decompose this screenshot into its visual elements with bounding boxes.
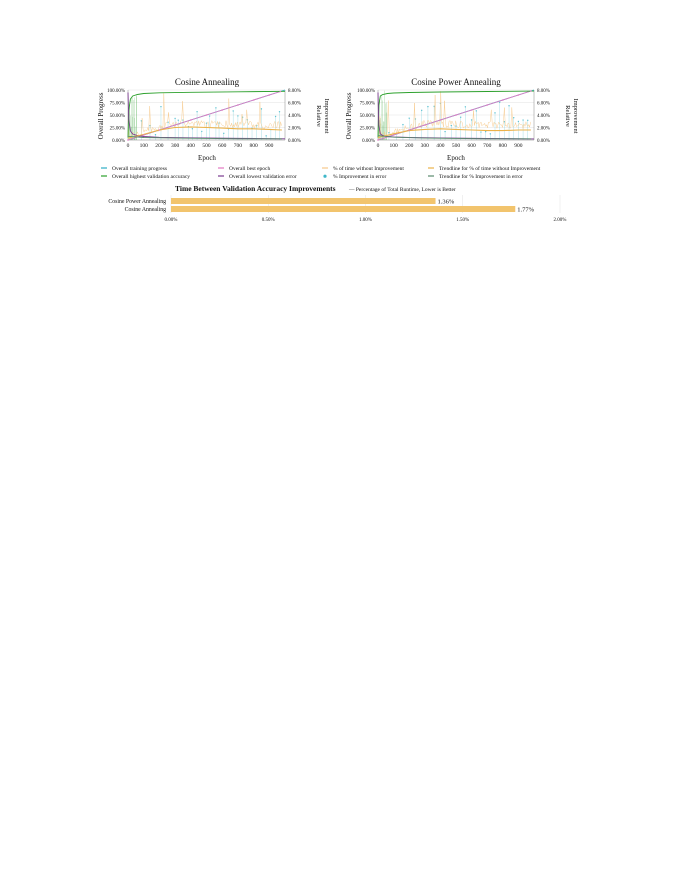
bar-area <box>108 195 566 223</box>
cosine-annealing-chart <box>97 77 330 162</box>
x-tick-label: 0 <box>376 143 380 149</box>
best-epoch-marker <box>377 139 379 141</box>
improvement-point <box>476 110 477 111</box>
x-tick-label: 300 <box>170 143 180 149</box>
legend-label: Trendline for % Improvement in error <box>439 174 523 180</box>
improvement-point <box>201 131 202 132</box>
improvement-point <box>460 117 461 118</box>
best-epoch-marker <box>174 124 176 126</box>
y2-axis-label-line1: Relative <box>315 105 322 127</box>
bar-x-tick-label: 2.00% <box>553 218 567 223</box>
best-epoch-marker <box>159 129 161 131</box>
best-epoch-marker <box>408 129 410 131</box>
y2-axis-label-line2: Improvement <box>323 98 330 134</box>
x-tick-label: 0 <box>126 143 130 149</box>
cosine-power-annealing-chart <box>345 77 579 162</box>
spike-layer <box>128 95 280 140</box>
improvement-point <box>494 112 495 113</box>
best-epoch-marker <box>269 94 271 96</box>
x-axis-label: Epoch <box>198 154 216 162</box>
improvement-point <box>522 119 523 120</box>
x-tick-label: 700 <box>233 143 243 149</box>
y2-tick-label: 4.00% <box>537 114 550 119</box>
improvement-point <box>490 133 491 134</box>
improvement-point <box>275 116 276 117</box>
x-tick-label: 600 <box>218 143 227 149</box>
y-tick-label: 75.00% <box>109 101 125 107</box>
y-tick-label: 50.00% <box>109 114 125 119</box>
bar-x-tick-label: 1.00% <box>359 218 372 223</box>
bar-value-label: 1.77% <box>517 206 535 214</box>
chart-title: Cosine Annealing <box>174 77 240 87</box>
y2-tick-label: 6.00% <box>288 101 301 107</box>
x-tick-label: 600 <box>467 143 476 149</box>
legend-label: Trendline for % of time without Improvement <box>439 166 541 172</box>
legend-marker <box>323 175 326 178</box>
bar-chart-subtitle: — Percentage of Total Runtime, Lower is Better <box>349 187 456 193</box>
best-epoch-marker <box>393 134 395 136</box>
improvement-point <box>480 131 481 132</box>
best-epoch-marker <box>455 114 457 116</box>
improvement-point <box>155 134 156 135</box>
improvement-point <box>215 107 216 108</box>
legend-item <box>101 174 190 180</box>
legend-item <box>323 174 386 180</box>
y2-tick-label: 0.00% <box>288 139 301 144</box>
x-tick-label: 400 <box>436 143 445 149</box>
y2-tick-label: 4.00% <box>288 114 301 119</box>
best-epoch-marker <box>518 94 520 96</box>
improvement-point <box>444 131 445 132</box>
improvement-point <box>527 120 528 121</box>
x-tick-label: 400 <box>186 143 195 149</box>
best-epoch-marker <box>143 134 145 136</box>
improvement-point <box>421 110 422 111</box>
improvement-point <box>232 110 233 111</box>
improvement-point <box>471 119 472 120</box>
bar-category-label: Cosine Power Annealing <box>108 199 166 205</box>
improvement-point <box>518 121 519 122</box>
improvement-point <box>174 118 175 119</box>
x-tick-label: 500 <box>451 143 461 149</box>
y-axis-label: Overall Progress <box>345 92 353 140</box>
improvement-point <box>402 124 403 125</box>
x-tick-label: 800 <box>498 143 507 149</box>
best-epoch-marker <box>206 114 208 116</box>
legend-item <box>101 166 167 172</box>
improvement-point <box>427 106 428 107</box>
best-epoch-marker <box>253 99 255 101</box>
plot-area <box>107 89 301 149</box>
x-tick-label: 300 <box>420 143 429 149</box>
x-tick-label: 700 <box>483 143 492 149</box>
improvement-point <box>192 128 193 129</box>
chart-title: Cosine Power Annealing <box>411 77 501 87</box>
legend-label: Overall best epoch <box>229 166 271 172</box>
best-epoch-marker <box>440 119 442 121</box>
best-epoch-marker <box>424 124 426 126</box>
y-tick-label: 0.00% <box>112 139 125 144</box>
x-tick-label: 900 <box>265 143 274 149</box>
best-epoch-marker <box>190 119 192 121</box>
bar-value-label: 1.36% <box>437 198 455 206</box>
bar-category-label: Cosine Annealing <box>124 207 166 213</box>
bar <box>171 198 436 204</box>
legend-label: Overall lowest validation error <box>229 174 297 180</box>
legend-item <box>218 166 270 172</box>
x-tick-label: 200 <box>155 143 164 149</box>
best-epoch-marker <box>237 104 239 106</box>
y-tick-label: 75.00% <box>359 101 375 107</box>
y-tick-label: 100.00% <box>357 89 375 94</box>
best-epoch-marker <box>221 109 223 111</box>
y-tick-label: 50.00% <box>359 114 375 119</box>
bar <box>171 206 515 212</box>
time-between-improvements-bar-chart <box>108 184 566 223</box>
improvement-point <box>508 105 509 106</box>
best-epoch-marker <box>471 109 473 111</box>
y-tick-label: 0.00% <box>362 139 375 144</box>
legend-label: % Improvement in error <box>333 174 387 180</box>
bar-x-tick-label: 0.00% <box>164 218 178 223</box>
improvement-point <box>178 119 179 120</box>
improvement-point <box>223 133 224 134</box>
y-tick-label: 100.00% <box>107 89 125 94</box>
improvement-point <box>160 106 161 107</box>
x-axis-label: Epoch <box>447 154 465 162</box>
legend <box>101 165 541 180</box>
y-axis-label: Overall Progress <box>97 92 105 140</box>
improvement-point <box>261 108 262 109</box>
y2-tick-label: 8.00% <box>288 89 301 94</box>
improvement-point <box>237 115 238 116</box>
x-tick-label: 900 <box>514 143 523 149</box>
bar-chart-title: Time Between Validation Accuracy Improvements <box>175 184 336 193</box>
y-tick-label: 25.00% <box>359 126 375 132</box>
legend-label: % of time without Improvement <box>333 166 404 172</box>
y2-tick-label: 2.00% <box>288 126 301 132</box>
best-epoch-marker <box>502 99 504 101</box>
legend-label: Overall highest validation accuracy <box>112 174 191 180</box>
x-tick-label: 200 <box>405 143 414 149</box>
best-epoch-marker <box>486 104 488 106</box>
y2-tick-label: 8.00% <box>537 89 550 94</box>
legend-item <box>322 165 404 172</box>
y2-tick-label: 0.00% <box>537 139 550 144</box>
bar-x-tick-label: 1.50% <box>456 218 470 223</box>
best-epoch-marker <box>127 139 129 141</box>
x-tick-label: 100 <box>389 143 398 149</box>
improvement-point <box>465 106 466 107</box>
improvement-point <box>499 102 500 103</box>
bar-x-tick-label: 0.50% <box>261 218 275 223</box>
improvement-point <box>265 135 266 136</box>
improvement-point <box>279 111 280 112</box>
y2-tick-label: 6.00% <box>537 101 550 107</box>
legend-item <box>218 174 297 180</box>
legend-item <box>428 173 523 180</box>
x-tick-label: 800 <box>249 143 258 149</box>
improvement-point <box>209 115 210 116</box>
y2-axis-label-line2: Improvement <box>572 98 579 134</box>
legend-label: Overall training progress <box>112 166 167 172</box>
y-tick-label: 25.00% <box>109 126 125 132</box>
improvement-point <box>485 131 486 132</box>
legend-item <box>428 165 541 172</box>
improvement-point <box>409 118 410 119</box>
y2-axis-label-line1: Relative <box>564 105 571 127</box>
y2-tick-label: 2.00% <box>537 126 550 132</box>
improvement-point <box>451 125 452 126</box>
improvement-point <box>196 111 197 112</box>
x-tick-label: 500 <box>202 143 211 149</box>
plot-area <box>357 89 550 149</box>
improvement-point <box>513 117 514 118</box>
x-tick-label: 100 <box>139 143 148 149</box>
best-epoch-marker <box>279 91 281 93</box>
best-epoch-marker <box>530 90 532 92</box>
